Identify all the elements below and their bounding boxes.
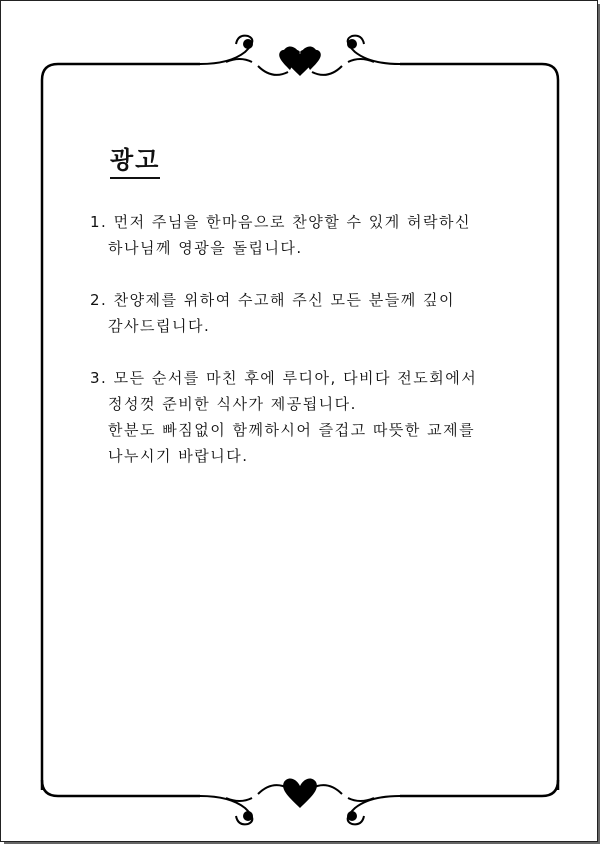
announcement-content (60, 140, 540, 495)
top-flourish-icon (200, 36, 400, 76)
list-item (90, 365, 540, 469)
bottom-flourish-icon (200, 779, 400, 825)
item-line: 2. 찬양제를 위하여 수고해 주신 모든 분들께 깊이 (90, 291, 455, 309)
page-title: 광고 (110, 140, 160, 179)
item-line: 하나님께 영광을 돌립니다. (108, 239, 303, 257)
list-item (90, 209, 540, 261)
item-line: 한분도 빠짐없이 함께하시어 즐겁고 따뜻한 교제를 (108, 421, 476, 439)
item-line: 나누시기 바랍니다. (108, 447, 249, 465)
item-line: 감사드립니다. (108, 317, 211, 335)
item-line: 1. 먼저 주님을 한마음으로 찬양할 수 있게 허락하신 (90, 213, 471, 231)
announcement-list (90, 209, 540, 469)
item-line: 3. 모든 순서를 마친 후에 루디아, 다비다 전도회에서 (90, 369, 478, 387)
list-item (90, 287, 540, 339)
item-line: 정성껏 준비한 식사가 제공됩니다. (108, 395, 357, 413)
